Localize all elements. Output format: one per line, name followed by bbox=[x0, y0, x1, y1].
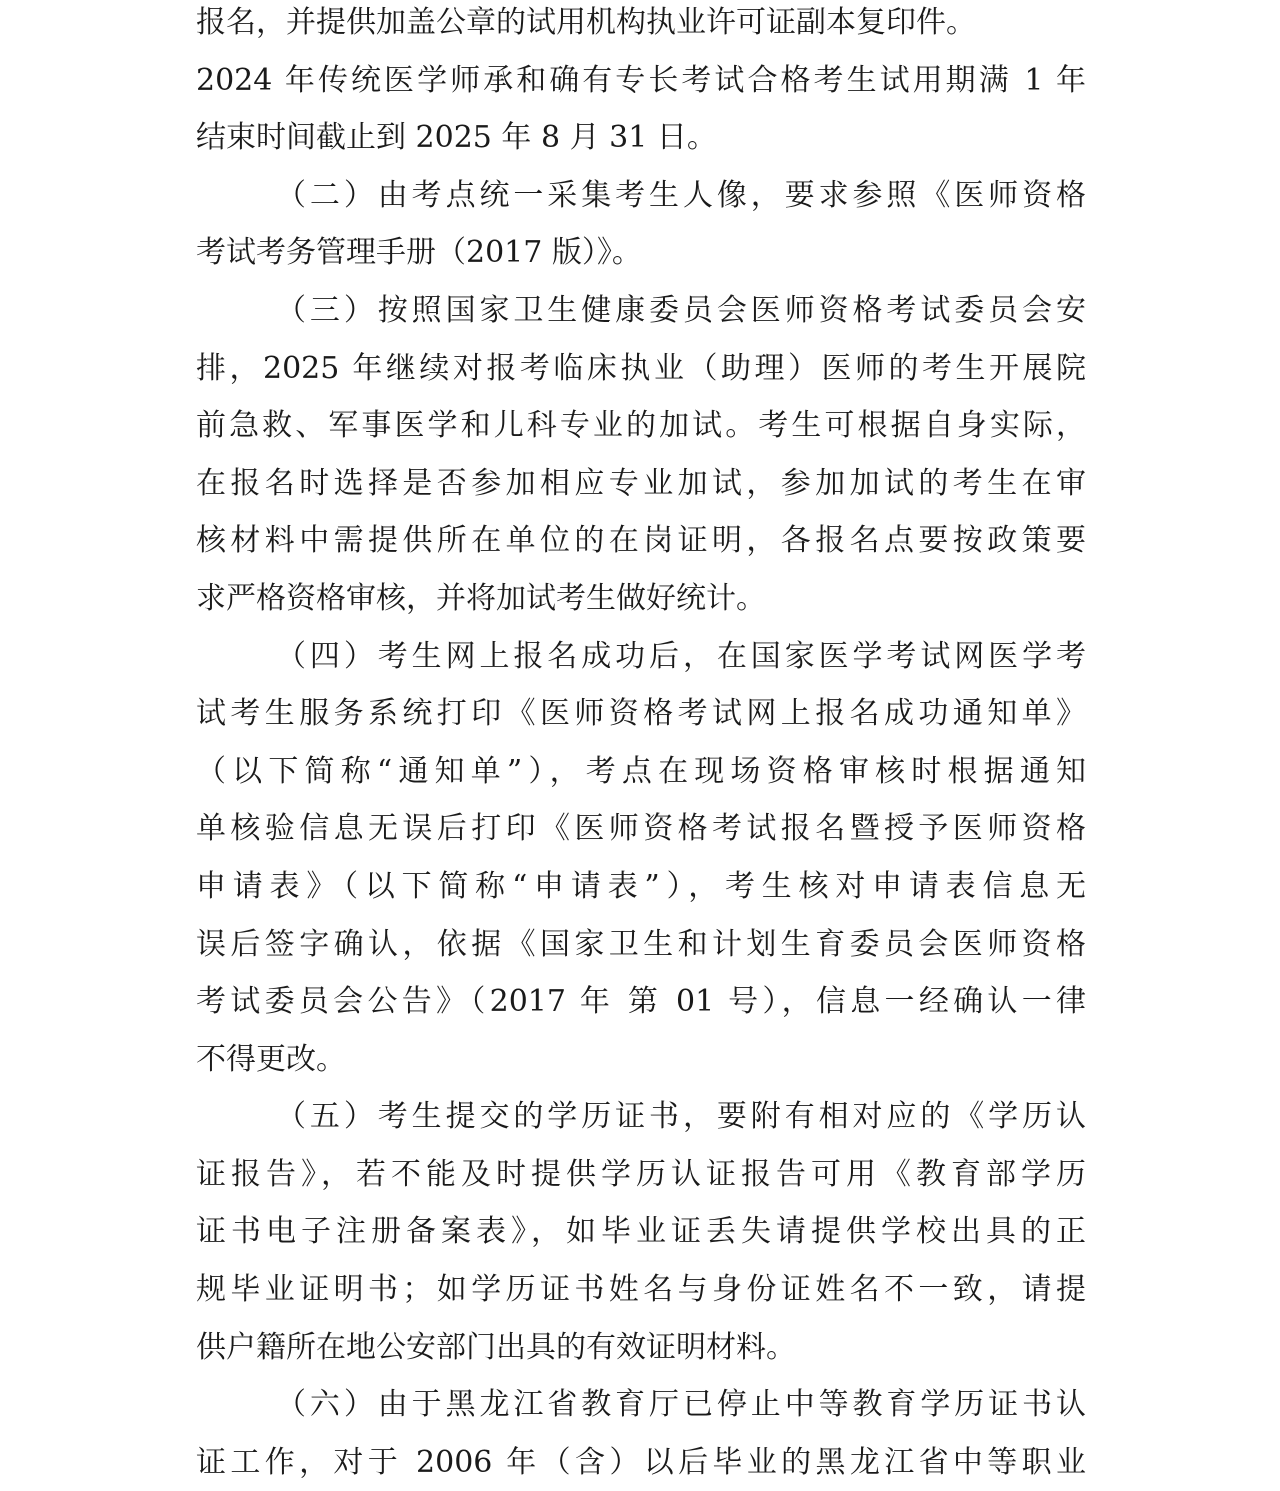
document-body bbox=[196, 0, 1086, 1491]
text-line: 核材料中需提供所在单位的在岗证明，各报名点要按政策要 bbox=[196, 523, 1086, 559]
text-line: 证书电子注册备案表》，如毕业证丢失请提供学校出具的正 bbox=[196, 1214, 1086, 1250]
text-line: 规毕业证明书；如学历证书姓名与身份证姓名不一致，请提 bbox=[196, 1272, 1086, 1308]
text-line: 报名，并提供加盖公章的试用机构执业许可证副本复印件。 bbox=[196, 5, 976, 40]
paragraph-3-start: （三）按照国家卫生健康委员会医师资格考试委员会安 bbox=[276, 292, 1086, 328]
text-line: 2024 年传统医学师承和确有专长考试合格考生试用期满 1 年 bbox=[196, 62, 1086, 98]
paragraph-5-start: （五）考生提交的学历证书，要附有相对应的《学历认 bbox=[276, 1099, 1086, 1135]
text-line: 前急救、军事医学和儿科专业的加试。考生可根据自身实际， bbox=[196, 408, 1086, 444]
text-line: （以下简称“通知单”），考点在现场资格审核时根据通知 bbox=[196, 753, 1086, 789]
text-line: 在报名时选择是否参加相应专业加试，参加加试的考生在审 bbox=[196, 465, 1086, 501]
text-line: 考试考务管理手册（2017 版）》。 bbox=[196, 235, 642, 271]
paragraph-6-start: （六）由于黑龙江省教育厅已停止中等教育学历证书认 bbox=[276, 1387, 1086, 1423]
paragraph-2-start: （二）由考点统一采集考生人像，要求参照《医师资格 bbox=[276, 177, 1086, 213]
text-line: 证报告》，若不能及时提供学历认证报告可用《教育部学历 bbox=[196, 1156, 1086, 1192]
text-line: 误后签字确认，依据《国家卫生和计划生育委员会医师资格 bbox=[196, 926, 1086, 962]
text-line: 证工作，对于 2006 年（含）以后毕业的黑龙江省中等职业 bbox=[196, 1444, 1086, 1480]
text-line: 结束时间截止到 2025 年 8 月 31 日。 bbox=[196, 120, 717, 156]
text-line: 求严格资格审核，并将加试考生做好统计。 bbox=[196, 580, 766, 616]
text-line: 考试委员会公告》（2017 年 第 01 号），信息一经确认一律 bbox=[196, 984, 1086, 1020]
paragraph-4-start: （四）考生网上报名成功后，在国家医学考试网医学考 bbox=[276, 638, 1086, 674]
text-line: 排，2025 年继续对报考临床执业（助理）医师的考生开展院 bbox=[196, 350, 1086, 386]
text-line: 单核验信息无误后打印《医师资格考试报名暨授予医师资格 bbox=[196, 811, 1086, 847]
text-line: 申请表》（以下简称“申请表”），考生核对申请表信息无 bbox=[196, 868, 1086, 904]
text-line: 供户籍所在地公安部门出具的有效证明材料。 bbox=[196, 1329, 796, 1365]
text-line: 试考生服务系统打印《医师资格考试网上报名成功通知单》 bbox=[196, 696, 1086, 732]
text-line: 不得更改。 bbox=[196, 1041, 346, 1077]
